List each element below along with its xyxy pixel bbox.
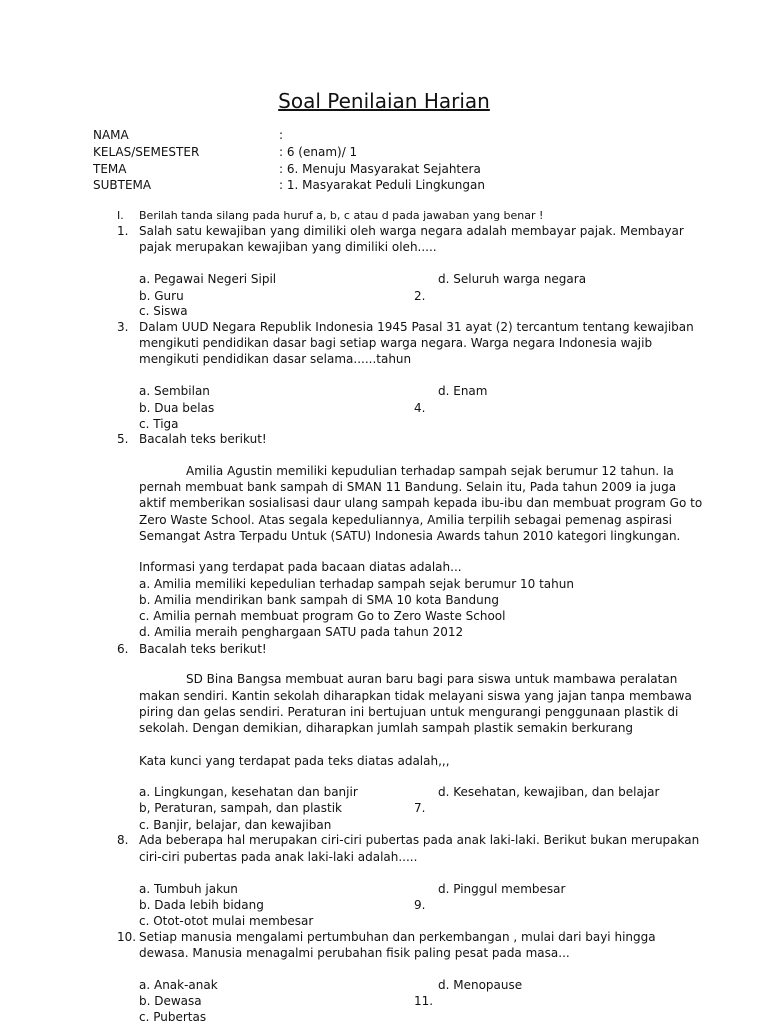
question-text-line: Ada beberapa hal merupakan ciri-ciri pubertas pada anak laki-laki. Berikut bukan merupakan xyxy=(139,833,700,847)
identity-label-nama: NAMA xyxy=(93,128,129,142)
option-d: d. Amilia meraih penghargaan SATU pada tahun 2012 xyxy=(139,625,464,639)
option-c: c. Otot-otot mulai membesar xyxy=(139,914,314,928)
question-prompt: Kata kunci yang terdapat pada teks diatas adalah,,, xyxy=(139,754,450,768)
stray-number: 11. xyxy=(414,994,434,1008)
stray-number: 7. xyxy=(414,801,426,815)
passage-line: Semangat Astra Terpadu Untuk (SATU) Indonesia Awards tahun 2010 kategori lingkungan. xyxy=(139,529,681,543)
passage-line: SD Bina Bangsa membuat auran baru bagi para siswa untuk mambawa peralatan xyxy=(186,672,678,686)
option-b: b. Dua belas xyxy=(139,401,215,415)
identity-value-nama: : xyxy=(279,128,284,142)
option-c: c. Siswa xyxy=(139,304,188,318)
option-d: d. Seluruh warga negara xyxy=(438,272,587,286)
option-d: d. Pinggul membesar xyxy=(438,882,566,896)
option-a: a. Tumbuh jakun xyxy=(139,882,238,896)
option-c: c. Pubertas xyxy=(139,1010,207,1024)
question-number: 5. xyxy=(117,432,129,446)
question-text-line: Setiap manusia mengalami pertumbuhan dan perkembangan , mulai dari bayi hingga xyxy=(139,930,656,944)
option-d: d. Enam xyxy=(438,384,488,398)
option-a: a. Anak-anak xyxy=(139,978,218,992)
option-c: c. Amilia pernah membuat program Go to Zero Waste School xyxy=(139,609,506,623)
question-text-line: Dalam UUD Negara Republik Indonesia 1945 Pasal 31 ayat (2) tercantum tentang kewajiban xyxy=(139,320,694,334)
option-d: d. Menopause xyxy=(438,978,523,992)
identity-value-tema: : 6. Menuju Masyarakat Sejahtera xyxy=(279,162,481,176)
question-text-line: pajak merupakan kewajiban yang dimiliki oleh..... xyxy=(139,240,437,254)
option-a: a. Sembilan xyxy=(139,384,210,398)
option-a: a. Pegawai Negeri Sipil xyxy=(139,272,277,286)
stray-number: 2. xyxy=(414,289,426,303)
option-a: a. Amilia memiliki kepedulian terhadap sampah sejak berumur 10 tahun xyxy=(139,577,574,591)
option-b: b. Dewasa xyxy=(139,994,202,1008)
question-intro: Bacalah teks berikut! xyxy=(139,432,267,446)
passage-line: sekolah. Dengan demikian, diharapkan jumlah sampah plastik semakin berkurang xyxy=(139,721,634,735)
identity-value-subtema: : 1. Masyarakat Peduli Lingkungan xyxy=(279,178,485,192)
option-c: c. Tiga xyxy=(139,417,179,431)
question-number: 8. xyxy=(117,833,129,847)
question-text-line: dewasa. Manusia menagalmi perubahan fisik paling pesat pada masa... xyxy=(139,946,570,960)
passage-line: pernah membuat bank sampah di SMAN 11 Bandung. Selain itu, Pada tahun 2009 ia juga xyxy=(139,480,677,494)
stray-number: 4. xyxy=(414,401,426,415)
identity-value-kelas: : 6 (enam)/ 1 xyxy=(279,145,358,159)
question-text-line: mengikuti pendidikan dasar bagi setiap warga negara. Warga negara Indonesia wajib xyxy=(139,336,653,350)
option-b: b. Amilia mendirikan bank sampah di SMA 10 kota Bandung xyxy=(139,593,499,607)
option-d: d. Kesehatan, kewajiban, dan belajar xyxy=(438,785,660,799)
passage-line: aktif memberikan sosialisasi daur ulang sampah kepada ibu-ibu dan membuat program Go to xyxy=(139,496,703,510)
passage-line: piring dan gelas sendiri. Peraturan ini bertujuan untuk mengurangi penggunaan plastik di xyxy=(139,705,679,719)
question-prompt: Informasi yang terdapat pada bacaan diatas adalah... xyxy=(139,560,462,574)
option-b: b. Guru xyxy=(139,289,184,303)
passage-line: Amilia Agustin memiliki kepudulian terhadap sampah sejak berumur 12 tahun. Ia xyxy=(186,464,674,478)
section-number: I. xyxy=(117,209,124,222)
identity-label-kelas: KELAS/SEMESTER xyxy=(93,145,200,159)
option-a: a. Lingkungan, kesehatan dan banjir xyxy=(139,785,358,799)
passage-line: makan sendiri. Kantin sekolah diharapkan tidak melayani siswa yang jajan tanpa membawa xyxy=(139,689,692,703)
identity-label-subtema: SUBTEMA xyxy=(93,178,152,192)
question-intro: Bacalah teks berikut! xyxy=(139,642,267,656)
option-b: b, Peraturan, sampah, dan plastik xyxy=(139,801,342,815)
page-title: Soal Penilaian Harian xyxy=(278,89,490,113)
option-c: c. Banjir, belajar, dan kewajiban xyxy=(139,818,332,832)
question-text-line: mengikuti pendidikan dasar selama......tahun xyxy=(139,352,412,366)
question-text-line: Salah satu kewajiban yang dimiliki oleh warga negara adalah membayar pajak. Membayar xyxy=(139,224,684,238)
question-number: 6. xyxy=(117,642,129,656)
stray-number: 9. xyxy=(414,898,426,912)
question-text-line: ciri-ciri pubertas pada anak laki-laki adalah..... xyxy=(139,850,418,864)
passage-line: Zero Waste School. Atas segala kepeduliannya, Amilia terpilih sebagai pemenag aspirasi xyxy=(139,513,672,527)
section-instruction: Berilah tanda silang pada huruf a, b, c atau d pada jawaban yang benar ! xyxy=(139,209,544,222)
question-number: 3. xyxy=(117,320,129,334)
question-number: 1. xyxy=(117,224,129,238)
identity-label-tema: TEMA xyxy=(93,162,127,176)
question-number: 10. xyxy=(117,930,137,944)
option-b: b. Dada lebih bidang xyxy=(139,898,264,912)
